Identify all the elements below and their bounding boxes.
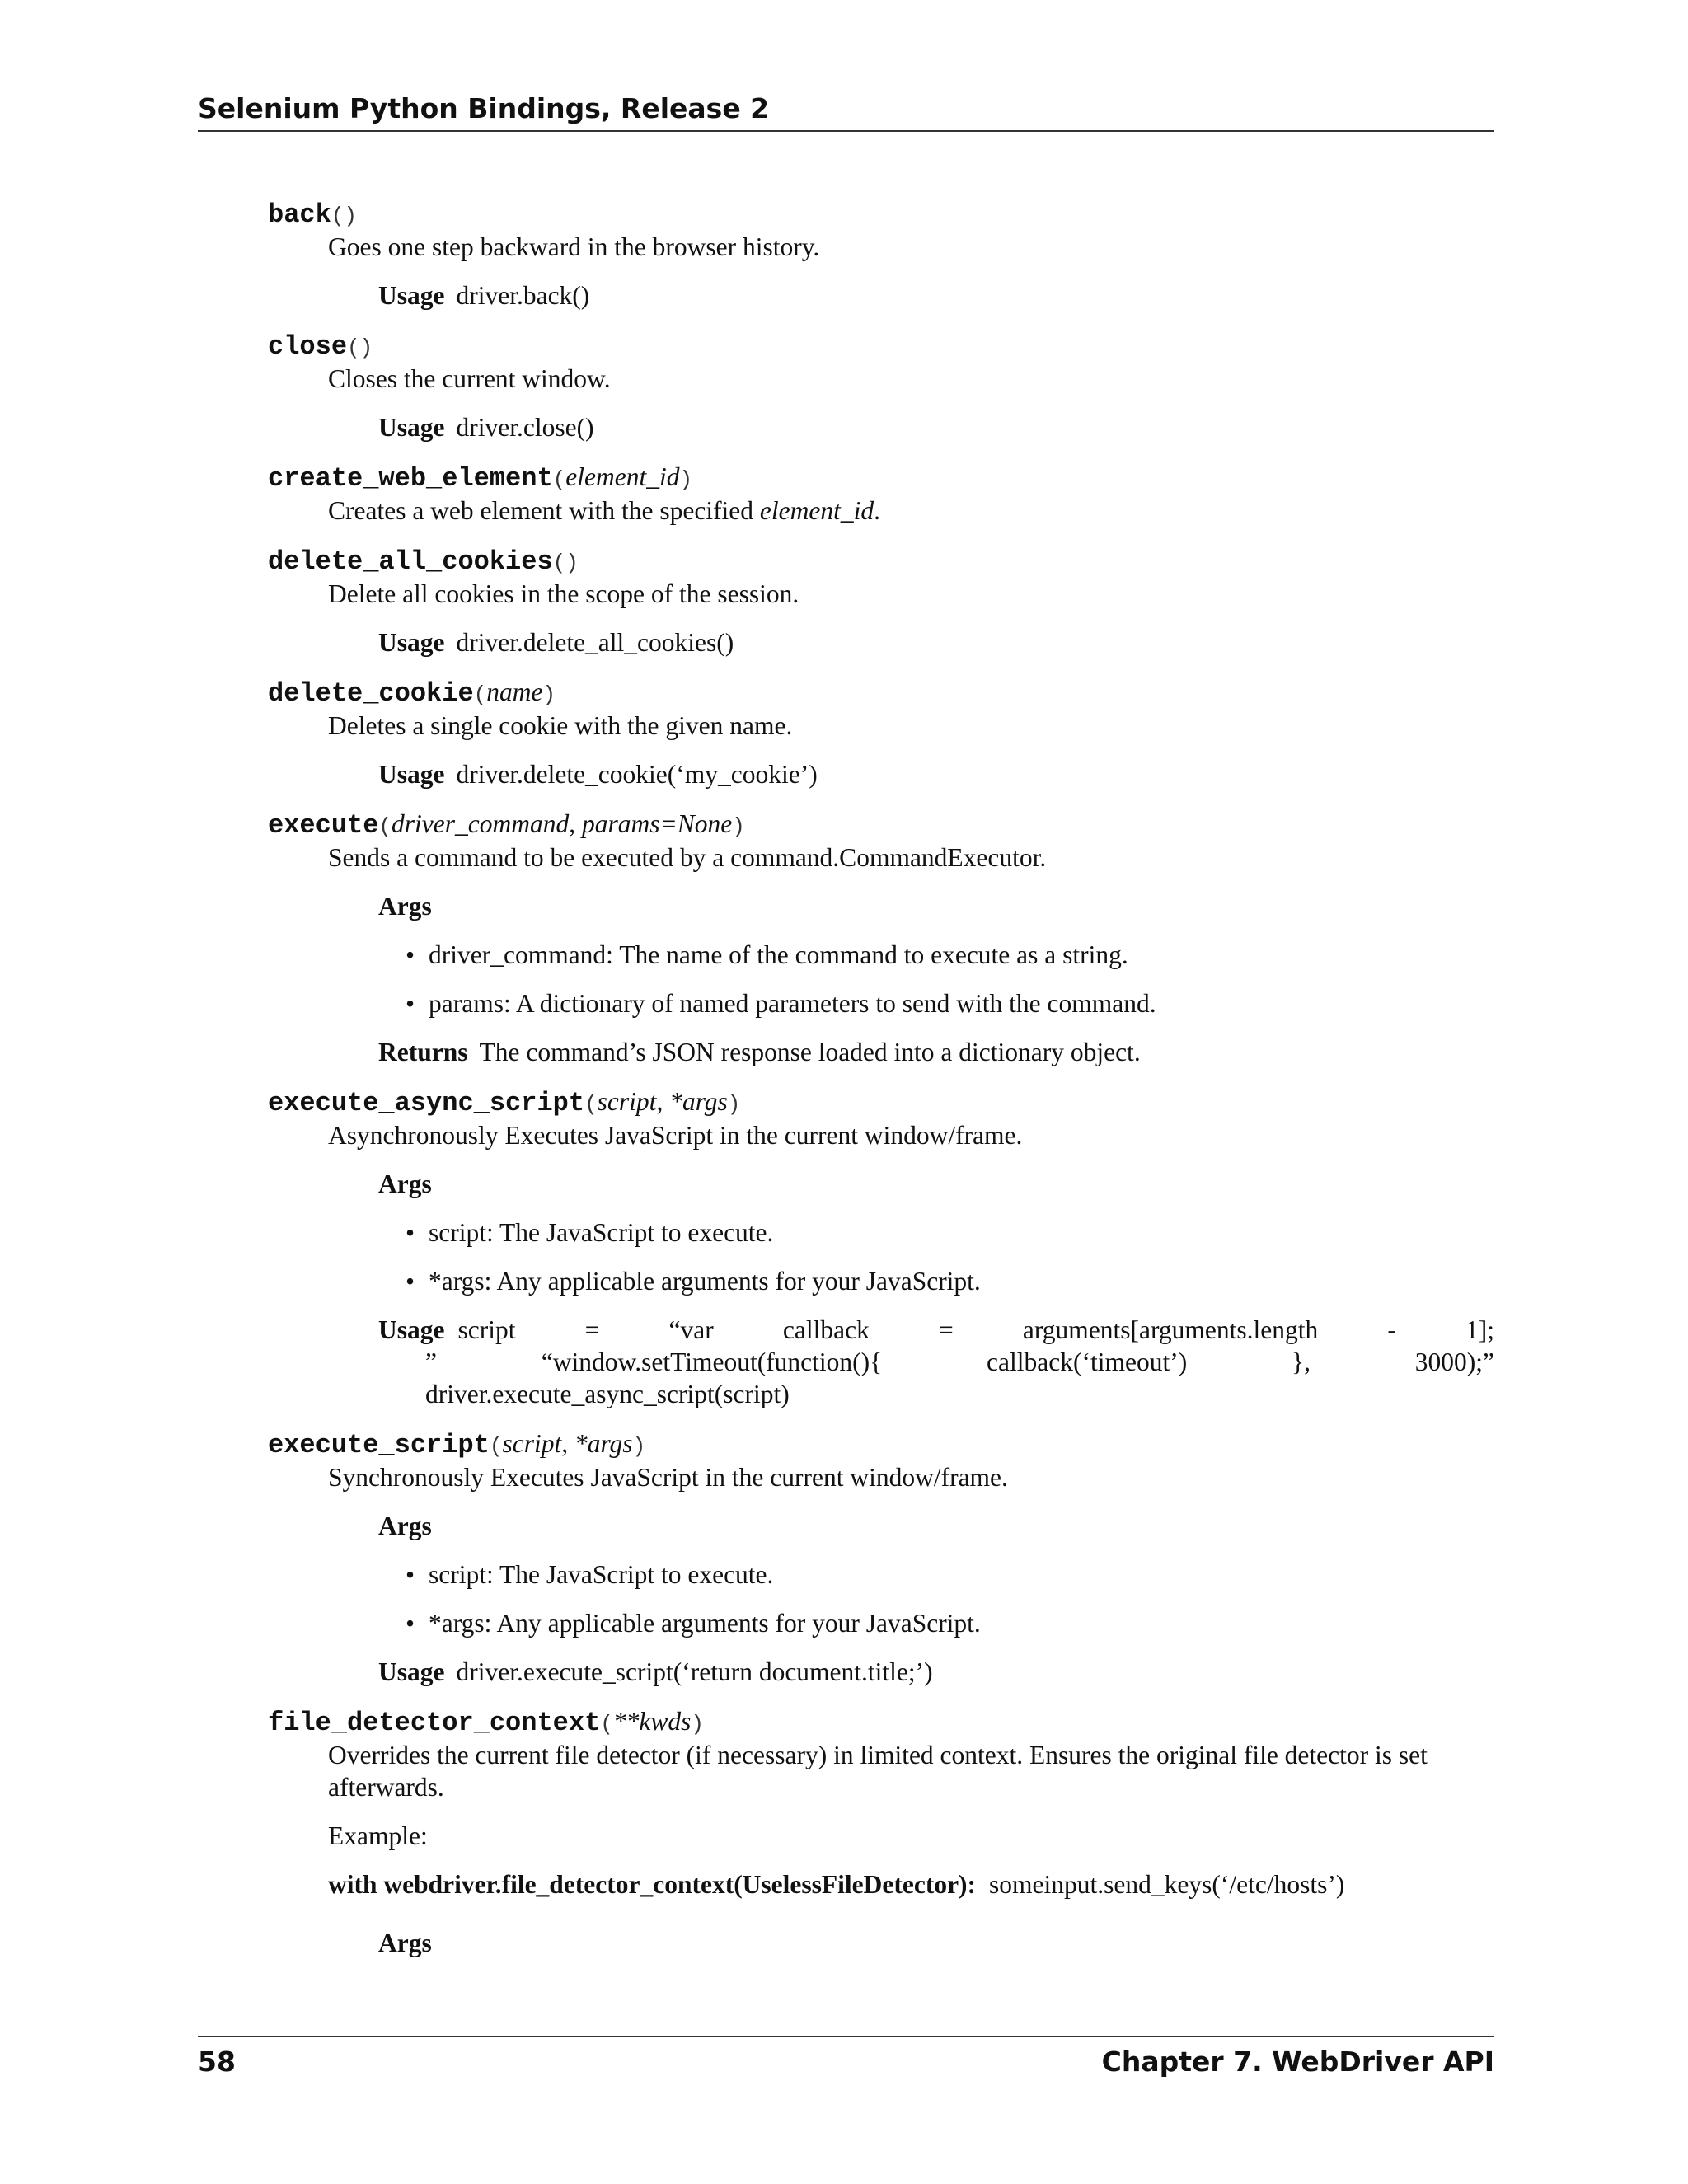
usage-field: Usage driver.execute_script(‘return document.title;’): [378, 1657, 933, 1686]
args-list: [378, 1558, 1494, 1639]
usage-field: Usage driver.delete_all_cookies(): [378, 628, 734, 657]
list-item: • script: The JavaScript to execute.: [429, 1558, 1494, 1591]
usage-field: Usage script = “var callback = arguments[arguments.length - 1]; ” “window.setTimeout(function(){ callback(‘timeout’) }, 3000);” driver.execute_async_script(script): [378, 1315, 1494, 1408]
method-name: execute: [268, 810, 379, 841]
description: Delete all cookies in the scope of the session.: [328, 579, 799, 608]
method-name: delete_all_cookies: [268, 546, 553, 577]
usage-field: Usage driver.close(): [378, 413, 594, 442]
description: Creates a web element with the specified element_id.: [328, 496, 880, 525]
signature-back: back(): [268, 199, 358, 230]
description: Overrides the current file detector (if necessary) in limited context. Ensures the original file detector is set afterwards.: [328, 1741, 1428, 1802]
signature-execute-async-script: execute_async_script(script, *args): [268, 1087, 741, 1118]
signature-execute: execute(driver_command, params=None): [268, 809, 745, 841]
description: Deletes a single cookie with the given name.: [328, 711, 793, 740]
signature-delete-all-cookies: delete_all_cookies(): [268, 546, 579, 577]
returns-field: Returns The command’s JSON response loaded into a dictionary object.: [378, 1038, 1141, 1066]
list-item: • *args: Any applicable arguments for your JavaScript.: [429, 1607, 1494, 1639]
signature-close: close(): [268, 331, 373, 362]
api-content: [268, 196, 1494, 1959]
entry-close: [268, 328, 1494, 443]
method-name: close: [268, 331, 348, 362]
method-name: file_detector_context: [268, 1708, 601, 1738]
args-field: Args • script: The JavaScript to execute. • *args: Any applicable arguments for your JavaScript.: [378, 1510, 1494, 1639]
header-rule: [198, 130, 1494, 132]
usage-field: Usage driver.back(): [378, 281, 590, 310]
args-field: Args • driver_command: The name of the command to execute as a string. • params: A dictionary of named parameters to send with the command.: [378, 890, 1494, 1019]
description: Goes one step backward in the browser history.: [328, 232, 820, 261]
example-code: with webdriver.file_detector_context(UselessFileDetector): someinput.send_keys(‘/etc/hosts’): [328, 1870, 1345, 1899]
running-header: Selenium Python Bindings, Release 2: [198, 92, 770, 124]
usage-field: Usage driver.delete_cookie(‘my_cookie’): [378, 760, 818, 789]
args-list: [378, 939, 1494, 1019]
method-name: delete_cookie: [268, 678, 474, 709]
signature-file-detector-context: file_detector_context(**kwds): [268, 1707, 704, 1738]
signature-execute-script: execute_script(script, *args): [268, 1429, 646, 1460]
entry-file-detector-context: [268, 1704, 1494, 1959]
list-item: • *args: Any applicable arguments for your JavaScript.: [429, 1265, 1494, 1297]
entry-create-web-element: [268, 460, 1494, 527]
args-field: Args: [378, 1929, 432, 1957]
list-item: • driver_command: The name of the command to execute as a string.: [429, 939, 1494, 971]
entry-execute-async-script: [268, 1085, 1494, 1410]
signature-delete-cookie: delete_cookie(name): [268, 677, 556, 709]
entry-execute-script: [268, 1427, 1494, 1688]
description: Synchronously Executes JavaScript in the current window/frame.: [328, 1463, 1008, 1492]
chapter-title: Chapter 7. WebDriver API: [1101, 2046, 1494, 2078]
page-number: 58: [198, 2046, 236, 2078]
list-item: • params: A dictionary of named parameters to send with the command.: [429, 987, 1494, 1019]
description: Sends a command to be executed by a command.CommandExecutor.: [328, 843, 1047, 872]
example-label: Example:: [328, 1821, 428, 1850]
description: Asynchronously Executes JavaScript in the current window/frame.: [328, 1121, 1023, 1150]
entry-back: [268, 196, 1494, 312]
entry-delete-cookie: [268, 675, 1494, 790]
args-field: Args • script: The JavaScript to execute. • *args: Any applicable arguments for your JavaScript.: [378, 1168, 1494, 1297]
description: Closes the current window.: [328, 364, 611, 393]
args-list: [378, 1216, 1494, 1297]
entry-execute: [268, 807, 1494, 1068]
signature-create-web-element: create_web_element(element_id): [268, 462, 693, 494]
method-name: execute_async_script: [268, 1088, 585, 1118]
method-name: back: [268, 199, 331, 230]
method-name: execute_script: [268, 1430, 490, 1460]
entry-delete-all-cookies: [268, 543, 1494, 658]
footer-rule: [198, 2036, 1494, 2037]
method-name: create_web_element: [268, 463, 553, 494]
list-item: • script: The JavaScript to execute.: [429, 1216, 1494, 1249]
